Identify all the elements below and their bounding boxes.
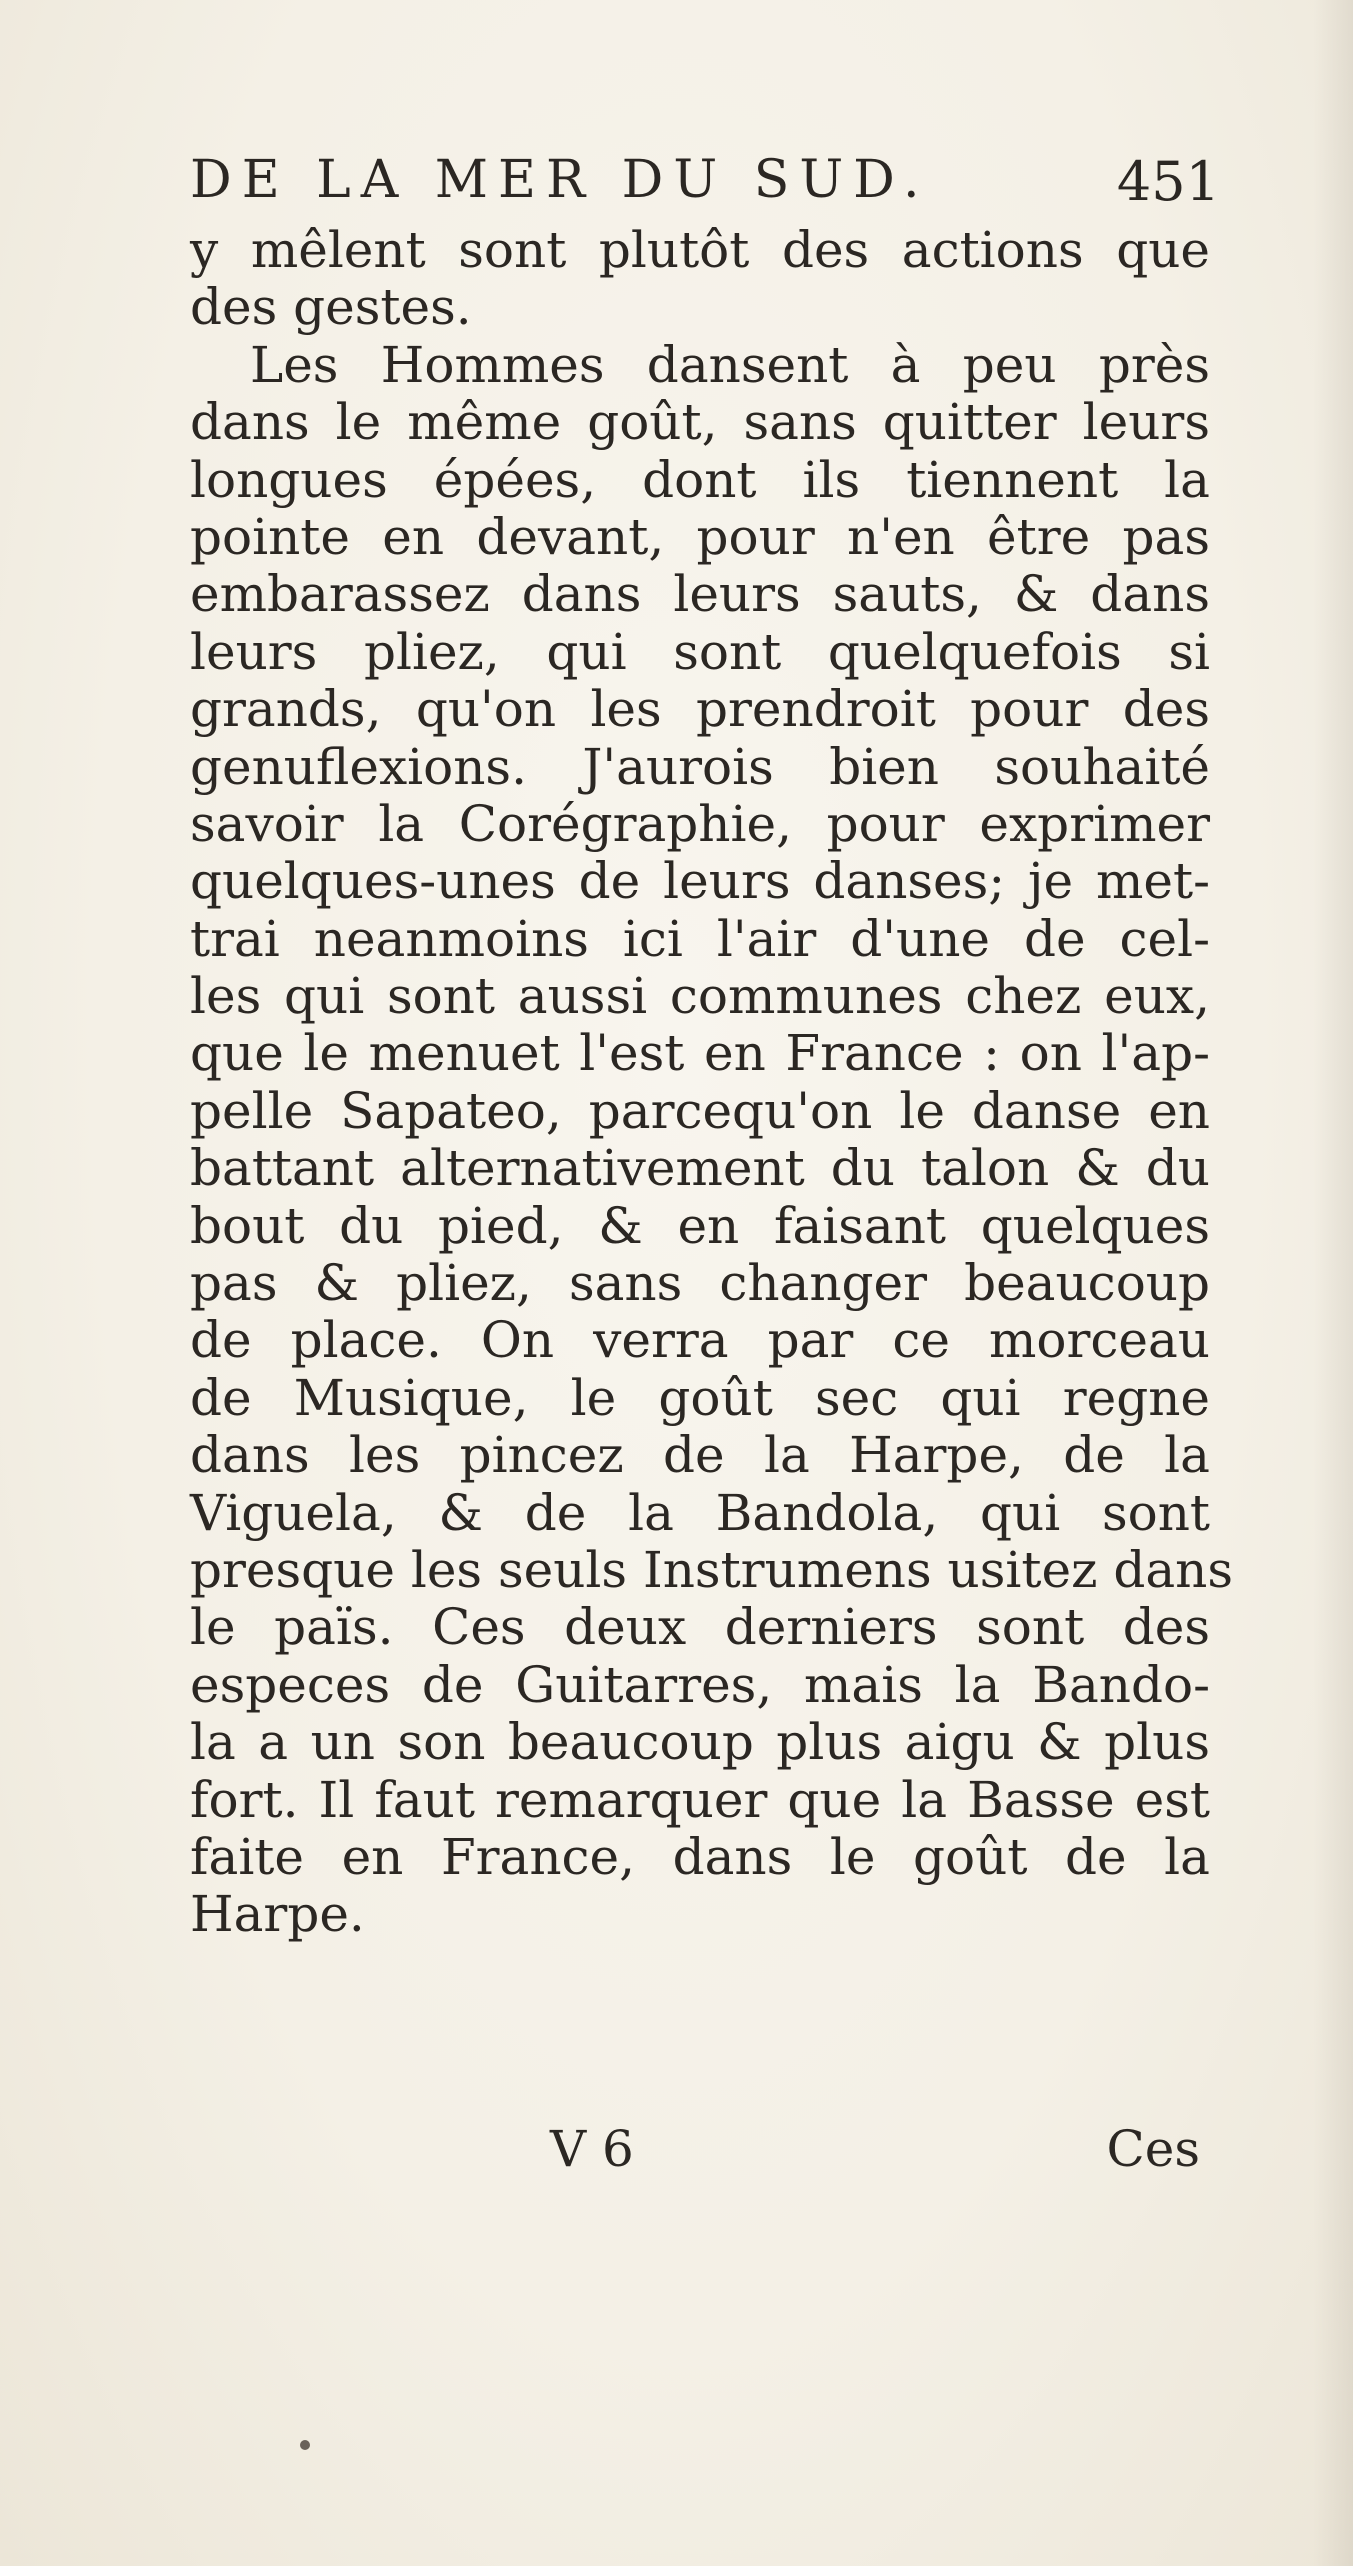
text-line: longues épées, dont ils tiennent la xyxy=(190,450,1210,509)
text-line: leurs pliez, qui sont quelquefois si xyxy=(190,622,1210,681)
text-line: quelques-unes de leurs danses; je met- xyxy=(190,852,1210,911)
text-line: que le menuet l'est en France : on l'ap- xyxy=(190,1024,1210,1083)
text-line: faite en France, dans le goût de la xyxy=(190,1827,1210,1886)
text-line: le païs. Ces deux derniers sont des xyxy=(190,1598,1210,1657)
page-footer xyxy=(190,2120,1210,2180)
page-header xyxy=(190,150,1240,230)
text-line: les qui sont aussi communes chez eux, xyxy=(190,967,1210,1026)
text-line: embarassez dans leurs sauts, & dans xyxy=(190,565,1210,624)
text-line: especes de Guitarres, mais la Bando- xyxy=(190,1655,1210,1714)
text-line: bout du pied, & en faisant quelques xyxy=(190,1196,1210,1255)
running-head: DE LA MER DU SUD. xyxy=(190,150,930,210)
text-line: grands, qu'on les prendroit pour des xyxy=(190,680,1210,739)
catchword: Ces xyxy=(1106,2120,1200,2178)
text-line: genuflexions. J'aurois bien souhaité xyxy=(190,737,1210,796)
page-edge-shadow xyxy=(1313,0,1353,2566)
text-line: pas & pliez, sans changer beaucoup xyxy=(190,1254,1210,1313)
text-line: pointe en devant, pour n'en être pas xyxy=(190,507,1210,566)
text-line: pelle Sapateo, parcequ'on le danse en xyxy=(190,1081,1210,1140)
text-line: dans les pincez de la Harpe, de la xyxy=(190,1426,1210,1485)
body-text xyxy=(190,221,1233,1944)
text-line: de place. On verra par ce morceau xyxy=(190,1311,1210,1370)
text-line: dans le même goût, sans quitter leurs xyxy=(190,393,1210,452)
text-line: battant alternativement du talon & du xyxy=(190,1139,1210,1198)
text-line: la a un son beaucoup plus aigu & plus xyxy=(190,1713,1210,1772)
ink-spot xyxy=(300,2440,310,2450)
text-line: presque les seuls Instrumens usitez dans xyxy=(190,1540,1233,1599)
text-line: trai neanmoins ici l'air d'une de cel- xyxy=(190,909,1210,968)
text-line: y mêlent sont plutôt des actions que xyxy=(190,221,1210,279)
text-line: Les Hommes dansent à peu près xyxy=(250,335,1210,394)
text-line: Harpe. xyxy=(190,1885,365,1944)
text-line: des gestes. xyxy=(190,278,472,337)
text-line: savoir la Corégraphie, pour exprimer xyxy=(190,794,1210,853)
text-line: Viguela, & de la Bandola, qui sont xyxy=(190,1483,1210,1542)
signature-mark: V 6 xyxy=(550,2120,634,2178)
text-line: de Musique, le goût sec qui regne xyxy=(190,1368,1210,1427)
text-line: fort. Il faut remarquer que la Basse est xyxy=(190,1770,1210,1829)
page-number: 451 xyxy=(1116,150,1220,213)
